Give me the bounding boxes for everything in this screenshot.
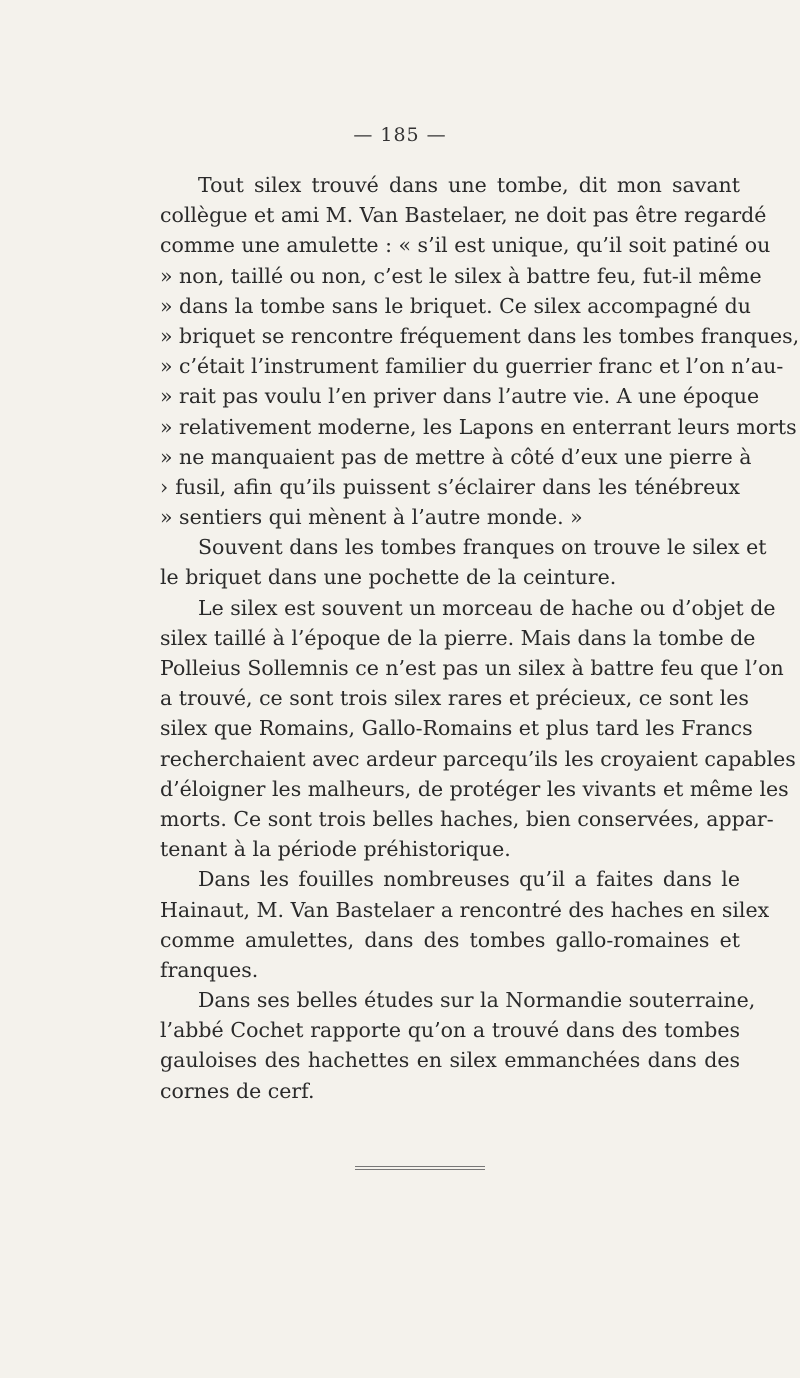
text-line: l’abbé Cochet rapporte qu’on a trouvé dans des tombes (160, 1018, 740, 1043)
text-line: » briquet se rencontre fréquement dans les tombes franques, (160, 323, 800, 348)
text-line: » relativement moderne, les Lapons en enterrant leurs morts (160, 414, 797, 439)
text-line: Tout silex trouvé dans une tombe, dit mon savant (198, 173, 740, 197)
text-line: » sentiers qui mènent à l’autre monde. » (160, 505, 583, 530)
text-line: silex taillé à l’époque de la pierre. Mais dans la tombe de (160, 625, 756, 650)
text-line: » rait pas voulu l’en priver dans l’autre vie. A une époque (160, 384, 760, 409)
text-line: gauloises des hachettes en silex emmanchées dans des (160, 1048, 740, 1073)
text-line: franques. (160, 957, 259, 982)
text-line: › fusil, afin qu’ils puissent s’éclairer dans les ténébreux (160, 474, 740, 499)
text-line: Dans les fouilles nombreuses qu’il a faites dans le (198, 867, 740, 892)
text-line: » dans la tombe sans le briquet. Ce silex accompagné du (160, 293, 751, 318)
text-line: d’éloigner les malheurs, de protéger les vivants et même les (160, 776, 789, 801)
body-text (160, 170, 800, 1106)
text-line: » c’était l’instrument familier du guerrier franc et l’on n’au- (160, 354, 784, 379)
text-line: a trouvé, ce sont trois silex rares et précieux, ce sont les (160, 686, 749, 711)
text-line: comme amulettes, dans des tombes gallo-romaines et (160, 927, 740, 952)
text-line: morts. Ce sont trois belles haches, bien conservées, appar- (160, 806, 774, 831)
divider-rule-top (355, 1166, 485, 1167)
page-number: — 185 — (353, 124, 447, 146)
divider-rule-bottom (355, 1169, 485, 1170)
text-line: » non, taillé ou non, c’est le silex à battre feu, fut-il même (160, 263, 762, 288)
text-line: tenant à la période préhistorique. (160, 837, 511, 862)
text-line: collègue et ami M. Van Bastelaer, ne doit pas être regardé (160, 203, 767, 228)
text-line: Hainaut, M. Van Bastelaer a rencontré des haches en silex (160, 897, 770, 922)
text-line: cornes de cerf. (160, 1078, 315, 1103)
section-divider (355, 1166, 485, 1172)
text-line: Polleius Sollemnis ce n’est pas un silex à battre feu que l’on (160, 656, 784, 680)
text-line: » ne manquaient pas de mettre à côté d’eux une pierre à (160, 444, 752, 469)
text-line: Dans ses belles études sur la Normandie souterraine, (198, 988, 756, 1013)
text-line: comme une amulette : « s’il est unique, qu’il soit patiné ou (160, 233, 771, 258)
text-line: le briquet dans une pochette de la ceinture. (160, 565, 617, 590)
text-line: silex que Romains, Gallo-Romains et plus tard les Francs (160, 716, 753, 741)
text-line: Souvent dans les tombes franques on trouve le silex et (198, 535, 767, 560)
text-line: recherchaient avec ardeur parcequ’ils les croyaient capables (160, 746, 796, 771)
text-line: Le silex est souvent un morceau de hache ou d’objet de (198, 595, 776, 620)
